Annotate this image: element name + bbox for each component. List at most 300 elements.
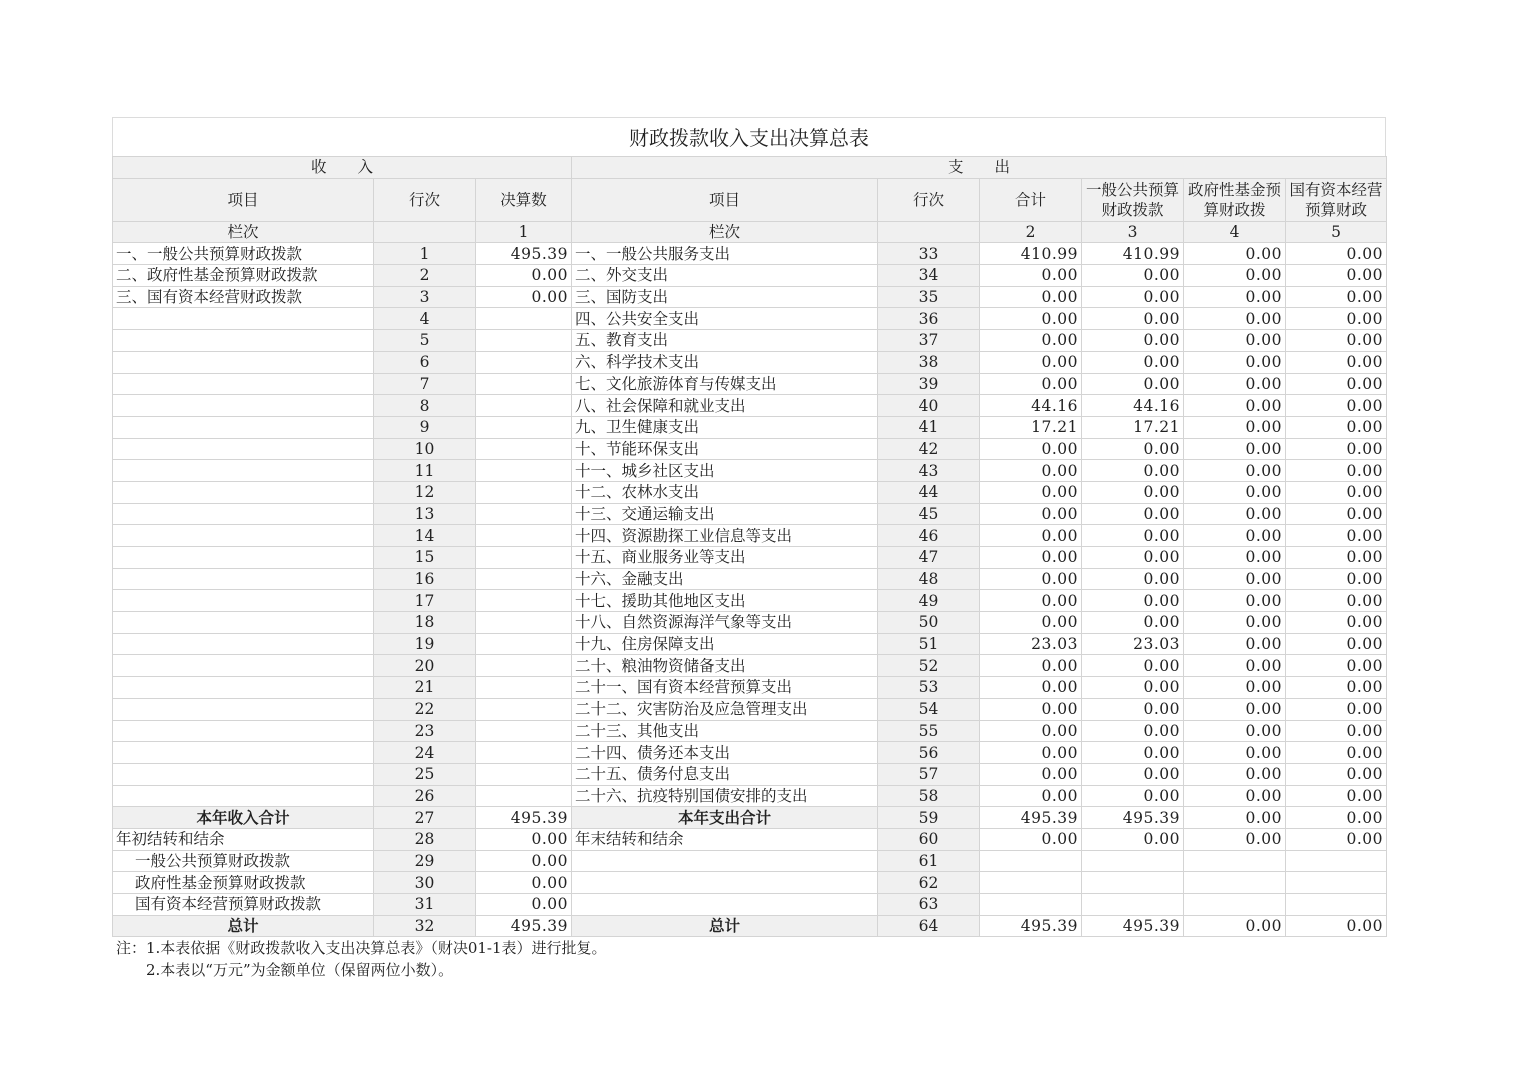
income-row-number: 19 <box>374 633 476 655</box>
table-row <box>113 590 1387 612</box>
income-item <box>113 330 374 352</box>
expense-fund: 0.00 <box>1184 460 1286 482</box>
income-item: 一般公共预算财政拨款 <box>113 850 374 872</box>
expense-state: 0.00 <box>1286 807 1387 829</box>
expense-total <box>980 850 1082 872</box>
income-item <box>113 763 374 785</box>
expense-item: 十、节能环保支出 <box>572 438 878 460</box>
income-amount: 0.00 <box>476 265 572 287</box>
table-row <box>113 828 1387 850</box>
table-row <box>113 807 1387 829</box>
income-amount <box>476 460 572 482</box>
expense-row-number: 33 <box>878 243 980 265</box>
expense-general: 0.00 <box>1082 351 1184 373</box>
income-row-number: 3 <box>374 286 476 308</box>
expense-general: 0.00 <box>1082 265 1184 287</box>
col-expense-row: 行次 <box>878 178 980 221</box>
col-expense-item: 项目 <box>572 178 878 221</box>
col-income-amount: 决算数 <box>476 178 572 221</box>
table-row <box>113 373 1387 395</box>
expense-state: 0.00 <box>1286 373 1387 395</box>
income-row-number: 2 <box>374 265 476 287</box>
income-row-number: 10 <box>374 438 476 460</box>
income-group-header: 收 入 <box>113 157 572 179</box>
expense-state: 0.00 <box>1286 612 1387 634</box>
expense-general: 0.00 <box>1082 785 1184 807</box>
income-amount <box>476 677 572 699</box>
expense-total: 0.00 <box>980 373 1082 395</box>
expense-item: 一、一般公共服务支出 <box>572 243 878 265</box>
table-row <box>113 633 1387 655</box>
expense-general: 0.00 <box>1082 568 1184 590</box>
income-row-number: 4 <box>374 308 476 330</box>
expense-total: 0.00 <box>980 460 1082 482</box>
expense-state: 0.00 <box>1286 828 1387 850</box>
expense-row-number: 38 <box>878 351 980 373</box>
col-number-1: 1 <box>476 221 572 243</box>
expense-state: 0.00 <box>1286 698 1387 720</box>
table-row <box>113 568 1387 590</box>
income-item <box>113 503 374 525</box>
footnote-1: 注：1.本表依据《财政拨款收入支出决算总表》（财决01-1表）进行批复。 <box>116 939 607 957</box>
income-item <box>113 720 374 742</box>
expense-general: 0.00 <box>1082 308 1184 330</box>
income-row-number: 16 <box>374 568 476 590</box>
table-row <box>113 330 1387 352</box>
expense-state <box>1286 850 1387 872</box>
expense-row-number: 46 <box>878 525 980 547</box>
expense-general <box>1082 872 1184 894</box>
expense-row-number: 34 <box>878 265 980 287</box>
expense-row-number: 53 <box>878 677 980 699</box>
income-row-number: 13 <box>374 503 476 525</box>
expense-row-number: 60 <box>878 828 980 850</box>
expense-fund: 0.00 <box>1184 655 1286 677</box>
expense-item: 十八、自然资源海洋气象等支出 <box>572 612 878 634</box>
expense-row-number: 41 <box>878 416 980 438</box>
expense-total: 0.00 <box>980 698 1082 720</box>
expense-row-number: 39 <box>878 373 980 395</box>
expense-total: 0.00 <box>980 677 1082 699</box>
expense-item: 二十、粮油物资储备支出 <box>572 655 878 677</box>
expense-total: 0.00 <box>980 547 1082 569</box>
expense-fund: 0.00 <box>1184 265 1286 287</box>
income-item: 三、国有资本经营财政拨款 <box>113 286 374 308</box>
report-table <box>112 156 1387 937</box>
income-item <box>113 677 374 699</box>
income-amount: 495.39 <box>476 807 572 829</box>
expense-state: 0.00 <box>1286 460 1387 482</box>
expense-fund: 0.00 <box>1184 915 1286 937</box>
income-amount <box>476 373 572 395</box>
expense-row-number: 56 <box>878 742 980 764</box>
lanci-label: 栏次 <box>572 221 878 243</box>
expense-general: 0.00 <box>1082 720 1184 742</box>
income-row-number: 21 <box>374 677 476 699</box>
col-income-row: 行次 <box>374 178 476 221</box>
table-row <box>113 612 1387 634</box>
expense-general: 0.00 <box>1082 373 1184 395</box>
income-row-number: 31 <box>374 894 476 916</box>
expense-item: 二十三、其他支出 <box>572 720 878 742</box>
income-row-number: 28 <box>374 828 476 850</box>
table-row <box>113 872 1387 894</box>
col-general: 一般公共预算财政拨款 <box>1082 178 1184 221</box>
income-row-number: 17 <box>374 590 476 612</box>
column-number-row <box>113 221 1387 243</box>
expense-fund: 0.00 <box>1184 720 1286 742</box>
expense-general: 0.00 <box>1082 481 1184 503</box>
expense-fund: 0.00 <box>1184 763 1286 785</box>
report-title: 财政拨款收入支出决算总表 <box>112 117 1386 156</box>
expense-fund: 0.00 <box>1184 395 1286 417</box>
expense-total: 0.00 <box>980 438 1082 460</box>
expense-state: 0.00 <box>1286 547 1387 569</box>
col-number-5: 5 <box>1286 221 1387 243</box>
income-amount <box>476 481 572 503</box>
expense-state: 0.00 <box>1286 438 1387 460</box>
income-item <box>113 308 374 330</box>
table-row <box>113 894 1387 916</box>
expense-item: 二十四、债务还本支出 <box>572 742 878 764</box>
expense-general: 0.00 <box>1082 525 1184 547</box>
expense-general: 0.00 <box>1082 677 1184 699</box>
lanci-label: 栏次 <box>113 221 374 243</box>
table-row <box>113 785 1387 807</box>
expense-item: 二十二、灾害防治及应急管理支出 <box>572 698 878 720</box>
table-row <box>113 677 1387 699</box>
income-amount <box>476 416 572 438</box>
expense-item: 十七、援助其他地区支出 <box>572 590 878 612</box>
expense-total: 0.00 <box>980 481 1082 503</box>
expense-state: 0.00 <box>1286 416 1387 438</box>
expense-fund: 0.00 <box>1184 633 1286 655</box>
income-amount: 495.39 <box>476 915 572 937</box>
expense-row-number: 59 <box>878 807 980 829</box>
table-row <box>113 265 1387 287</box>
expense-total: 0.00 <box>980 308 1082 330</box>
col-state: 国有资本经营预算财政 <box>1286 178 1387 221</box>
expense-item: 十三、交通运输支出 <box>572 503 878 525</box>
expense-total: 0.00 <box>980 351 1082 373</box>
expense-row-number: 51 <box>878 633 980 655</box>
income-item <box>113 525 374 547</box>
footnote-2: 2.本表以“万元”为金额单位（保留两位小数）。 <box>116 961 454 979</box>
expense-total <box>980 894 1082 916</box>
expense-row-number: 64 <box>878 915 980 937</box>
income-item <box>113 590 374 612</box>
expense-fund <box>1184 850 1286 872</box>
income-item: 总计 <box>113 915 374 937</box>
expense-fund: 0.00 <box>1184 330 1286 352</box>
expense-item: 二十五、债务付息支出 <box>572 763 878 785</box>
table-row <box>113 698 1387 720</box>
expense-item: 二、外交支出 <box>572 265 878 287</box>
income-amount <box>476 330 572 352</box>
expense-fund <box>1184 894 1286 916</box>
expense-total: 0.00 <box>980 503 1082 525</box>
expense-state: 0.00 <box>1286 503 1387 525</box>
income-amount: 495.39 <box>476 243 572 265</box>
income-amount <box>476 720 572 742</box>
expense-fund: 0.00 <box>1184 503 1286 525</box>
expense-state <box>1286 894 1387 916</box>
income-item <box>113 698 374 720</box>
income-amount <box>476 633 572 655</box>
expense-row-number: 49 <box>878 590 980 612</box>
expense-item: 十二、农林水支出 <box>572 481 878 503</box>
expense-total: 0.00 <box>980 720 1082 742</box>
expense-fund: 0.00 <box>1184 481 1286 503</box>
expense-row-number: 63 <box>878 894 980 916</box>
expense-general: 0.00 <box>1082 590 1184 612</box>
expense-fund: 0.00 <box>1184 568 1286 590</box>
expense-general: 495.39 <box>1082 807 1184 829</box>
expense-fund: 0.00 <box>1184 525 1286 547</box>
income-amount <box>476 503 572 525</box>
income-row-number: 27 <box>374 807 476 829</box>
expense-fund: 0.00 <box>1184 351 1286 373</box>
income-row-number: 20 <box>374 655 476 677</box>
expense-item: 十九、住房保障支出 <box>572 633 878 655</box>
expense-state: 0.00 <box>1286 720 1387 742</box>
expense-general <box>1082 850 1184 872</box>
income-row-number: 23 <box>374 720 476 742</box>
expense-item: 十六、金融支出 <box>572 568 878 590</box>
income-row-number: 24 <box>374 742 476 764</box>
expense-item <box>572 872 878 894</box>
income-row-number: 5 <box>374 330 476 352</box>
expense-total: 0.00 <box>980 330 1082 352</box>
expense-general: 0.00 <box>1082 612 1184 634</box>
table-body <box>113 157 1387 937</box>
income-amount <box>476 698 572 720</box>
expense-state: 0.00 <box>1286 677 1387 699</box>
expense-total: 495.39 <box>980 807 1082 829</box>
expense-state: 0.00 <box>1286 633 1387 655</box>
expense-total: 0.00 <box>980 655 1082 677</box>
income-item: 二、政府性基金预算财政拨款 <box>113 265 374 287</box>
income-amount <box>476 763 572 785</box>
income-row-number: 9 <box>374 416 476 438</box>
expense-item: 四、公共安全支出 <box>572 308 878 330</box>
income-amount <box>476 438 572 460</box>
col-number-blank <box>878 221 980 243</box>
expense-fund: 0.00 <box>1184 438 1286 460</box>
income-row-number: 11 <box>374 460 476 482</box>
expense-total: 0.00 <box>980 612 1082 634</box>
income-amount <box>476 525 572 547</box>
income-row-number: 18 <box>374 612 476 634</box>
table-row <box>113 547 1387 569</box>
income-item <box>113 460 374 482</box>
expense-row-number: 62 <box>878 872 980 894</box>
table-row <box>113 460 1387 482</box>
income-row-number: 25 <box>374 763 476 785</box>
expense-fund: 0.00 <box>1184 286 1286 308</box>
income-row-number: 12 <box>374 481 476 503</box>
table-row <box>113 416 1387 438</box>
income-item: 政府性基金预算财政拨款 <box>113 872 374 894</box>
expense-item <box>572 850 878 872</box>
expense-state: 0.00 <box>1286 915 1387 937</box>
expense-fund: 0.00 <box>1184 807 1286 829</box>
expense-fund <box>1184 872 1286 894</box>
expense-row-number: 42 <box>878 438 980 460</box>
expense-total: 0.00 <box>980 785 1082 807</box>
expense-row-number: 35 <box>878 286 980 308</box>
col-number-2: 2 <box>980 221 1082 243</box>
expense-row-number: 36 <box>878 308 980 330</box>
col-fund: 政府性基金预算财政拨 <box>1184 178 1286 221</box>
income-amount <box>476 351 572 373</box>
expense-row-number: 57 <box>878 763 980 785</box>
expense-fund: 0.00 <box>1184 416 1286 438</box>
income-amount: 0.00 <box>476 850 572 872</box>
expense-total: 410.99 <box>980 243 1082 265</box>
table-row <box>113 308 1387 330</box>
expense-fund: 0.00 <box>1184 590 1286 612</box>
income-amount <box>476 590 572 612</box>
expense-state: 0.00 <box>1286 308 1387 330</box>
expense-general: 0.00 <box>1082 763 1184 785</box>
expense-row-number: 61 <box>878 850 980 872</box>
income-amount <box>476 308 572 330</box>
expense-fund: 0.00 <box>1184 373 1286 395</box>
expense-item: 年末结转和结余 <box>572 828 878 850</box>
expense-state: 0.00 <box>1286 742 1387 764</box>
income-item <box>113 742 374 764</box>
table-row <box>113 286 1387 308</box>
income-amount <box>476 785 572 807</box>
expense-fund: 0.00 <box>1184 828 1286 850</box>
footnotes <box>116 937 607 981</box>
expense-item: 十一、城乡社区支出 <box>572 460 878 482</box>
group-header-row <box>113 157 1387 179</box>
expense-item: 二十六、抗疫特别国债安排的支出 <box>572 785 878 807</box>
expense-state: 0.00 <box>1286 243 1387 265</box>
expense-general: 0.00 <box>1082 547 1184 569</box>
income-amount: 0.00 <box>476 894 572 916</box>
income-item: 一、一般公共预算财政拨款 <box>113 243 374 265</box>
income-amount <box>476 612 572 634</box>
expense-state: 0.00 <box>1286 590 1387 612</box>
income-item <box>113 373 374 395</box>
income-item <box>113 395 374 417</box>
income-row-number: 15 <box>374 547 476 569</box>
expense-state: 0.00 <box>1286 655 1387 677</box>
table-row <box>113 915 1387 937</box>
col-total: 合计 <box>980 178 1082 221</box>
income-item <box>113 633 374 655</box>
expense-general: 17.21 <box>1082 416 1184 438</box>
table-row <box>113 243 1387 265</box>
expense-general <box>1082 894 1184 916</box>
income-item <box>113 612 374 634</box>
expense-row-number: 47 <box>878 547 980 569</box>
income-row-number: 14 <box>374 525 476 547</box>
income-amount: 0.00 <box>476 286 572 308</box>
expense-total: 0.00 <box>980 286 1082 308</box>
income-row-number: 26 <box>374 785 476 807</box>
expense-total: 0.00 <box>980 265 1082 287</box>
expense-total: 495.39 <box>980 915 1082 937</box>
expense-row-number: 37 <box>878 330 980 352</box>
expense-item: 六、科学技术支出 <box>572 351 878 373</box>
expense-total: 0.00 <box>980 568 1082 590</box>
expense-total: 44.16 <box>980 395 1082 417</box>
expense-total: 0.00 <box>980 525 1082 547</box>
income-item <box>113 481 374 503</box>
expense-row-number: 45 <box>878 503 980 525</box>
expense-general: 23.03 <box>1082 633 1184 655</box>
expense-total: 23.03 <box>980 633 1082 655</box>
expense-total: 17.21 <box>980 416 1082 438</box>
income-amount: 0.00 <box>476 872 572 894</box>
expense-state <box>1286 872 1387 894</box>
expense-general: 495.39 <box>1082 915 1184 937</box>
income-item <box>113 351 374 373</box>
report-sheet <box>112 117 1386 937</box>
income-item <box>113 655 374 677</box>
income-item <box>113 438 374 460</box>
expense-row-number: 44 <box>878 481 980 503</box>
income-row-number: 7 <box>374 373 476 395</box>
income-item <box>113 785 374 807</box>
expense-row-number: 58 <box>878 785 980 807</box>
expense-total <box>980 872 1082 894</box>
expense-fund: 0.00 <box>1184 612 1286 634</box>
expense-general: 410.99 <box>1082 243 1184 265</box>
expense-state: 0.00 <box>1286 351 1387 373</box>
expense-item: 十四、资源勘探工业信息等支出 <box>572 525 878 547</box>
expense-fund: 0.00 <box>1184 698 1286 720</box>
expense-state: 0.00 <box>1286 395 1387 417</box>
expense-row-number: 54 <box>878 698 980 720</box>
expense-group-header: 支 出 <box>572 157 1387 179</box>
expense-general: 0.00 <box>1082 286 1184 308</box>
expense-state: 0.00 <box>1286 568 1387 590</box>
income-item <box>113 416 374 438</box>
income-item: 本年收入合计 <box>113 807 374 829</box>
table-row <box>113 720 1387 742</box>
expense-row-number: 48 <box>878 568 980 590</box>
income-row-number: 1 <box>374 243 476 265</box>
expense-total: 0.00 <box>980 828 1082 850</box>
income-item: 国有资本经营预算财政拨款 <box>113 894 374 916</box>
income-row-number: 30 <box>374 872 476 894</box>
expense-fund: 0.00 <box>1184 742 1286 764</box>
expense-general: 0.00 <box>1082 503 1184 525</box>
expense-row-number: 50 <box>878 612 980 634</box>
income-amount <box>476 655 572 677</box>
expense-general: 0.00 <box>1082 655 1184 677</box>
table-row <box>113 395 1387 417</box>
expense-fund: 0.00 <box>1184 785 1286 807</box>
expense-item: 本年支出合计 <box>572 807 878 829</box>
col-number-4: 4 <box>1184 221 1286 243</box>
expense-item: 五、教育支出 <box>572 330 878 352</box>
income-row-number: 8 <box>374 395 476 417</box>
expense-fund: 0.00 <box>1184 547 1286 569</box>
expense-state: 0.00 <box>1286 763 1387 785</box>
expense-general: 0.00 <box>1082 698 1184 720</box>
table-row <box>113 525 1387 547</box>
income-item <box>113 568 374 590</box>
income-row-number: 6 <box>374 351 476 373</box>
expense-state: 0.00 <box>1286 265 1387 287</box>
expense-row-number: 43 <box>878 460 980 482</box>
